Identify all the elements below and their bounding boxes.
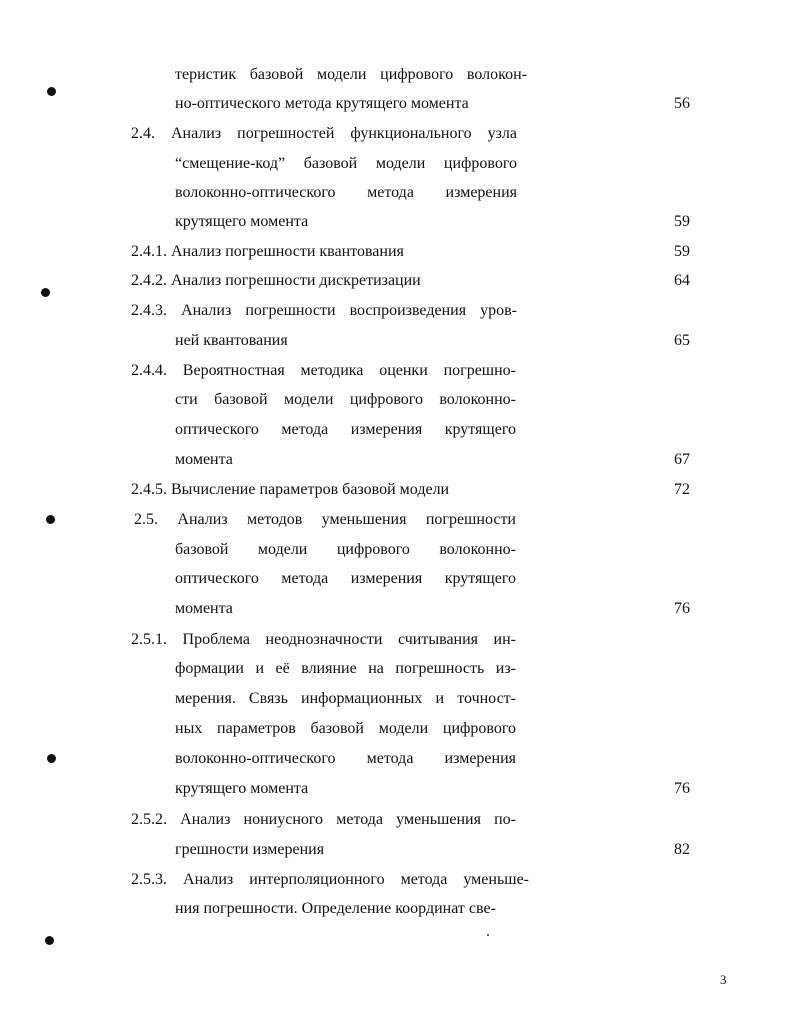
toc-line: волоконно-оптического метода измерения bbox=[175, 184, 517, 201]
toc-line: 2.5. Анализ методов уменьшения погрешности bbox=[134, 511, 516, 528]
toc-line: оптического метода измерения крутящего bbox=[175, 570, 516, 587]
toc-page-number: 82 bbox=[674, 841, 690, 858]
toc-page-number: 65 bbox=[674, 332, 690, 349]
toc-page-number: 67 bbox=[674, 451, 690, 468]
toc-line: 2.4.2. Анализ погрешности дискретизации bbox=[131, 272, 421, 289]
toc-line: 2.4. Анализ погрешностей функционального узла bbox=[131, 125, 517, 142]
punch-hole bbox=[47, 754, 56, 763]
toc-line: 2.4.1. Анализ погрешности квантования bbox=[131, 243, 404, 260]
toc-line: 2.4.4. Вероятностная методика оценки погрешно- bbox=[131, 362, 516, 379]
scan-speck bbox=[487, 934, 489, 936]
toc-line: теристик базовой модели цифрового волокон- bbox=[175, 66, 527, 83]
toc-line: крутящего момента bbox=[175, 780, 309, 797]
toc-line: 2.5.3. Анализ интерполяционного метода уменьше- bbox=[131, 871, 529, 888]
toc-page-number: 72 bbox=[674, 481, 690, 498]
toc-page-number: 59 bbox=[674, 213, 690, 230]
page-number: 3 bbox=[720, 972, 727, 987]
punch-hole bbox=[45, 936, 54, 945]
toc-line: 2.5.1. Проблема неоднозначности считывания ин- bbox=[131, 631, 516, 648]
toc-line: ных параметров базовой модели цифрового bbox=[175, 720, 516, 737]
punch-hole bbox=[46, 515, 55, 524]
toc-line: но-оптического метода крутящего момента bbox=[175, 95, 469, 112]
toc-line: формации и её влияние на погрешность из- bbox=[175, 660, 516, 677]
toc-line: сти базовой модели цифрового волоконно- bbox=[175, 391, 516, 408]
toc-page-number: 76 bbox=[674, 600, 690, 617]
toc-line: момента bbox=[175, 451, 233, 468]
toc-line: 2.5.2. Анализ нониусного метода уменьшения по- bbox=[131, 811, 516, 828]
toc-line: базовой модели цифрового волоконно- bbox=[175, 541, 516, 558]
toc-line: 2.4.5. Вычисление параметров базовой модели bbox=[131, 481, 450, 498]
toc-page-number: 64 bbox=[674, 272, 690, 289]
toc-line: ней квантования bbox=[175, 332, 288, 349]
toc-page-number: 56 bbox=[674, 95, 690, 112]
toc-line: оптического метода измерения крутящего bbox=[175, 421, 516, 438]
toc-line: мерения. Связь информационных и точност- bbox=[175, 690, 516, 707]
toc-line: ния погрешности. Определение координат све- bbox=[175, 900, 496, 917]
toc-line: грешности измерения bbox=[175, 841, 325, 858]
toc-page-number: 59 bbox=[674, 243, 690, 260]
toc-line: “смещение-код” базовой модели цифрового bbox=[175, 155, 517, 172]
toc-line: волоконно-оптического метода измерения bbox=[175, 750, 516, 767]
punch-hole bbox=[47, 87, 56, 96]
toc-line: момента bbox=[175, 600, 233, 617]
punch-hole bbox=[41, 288, 50, 297]
toc-line: 2.4.3. Анализ погрешности воспроизведения уров- bbox=[131, 302, 517, 319]
toc-line: крутящего момента bbox=[175, 213, 309, 230]
toc-page-number: 76 bbox=[674, 780, 690, 797]
